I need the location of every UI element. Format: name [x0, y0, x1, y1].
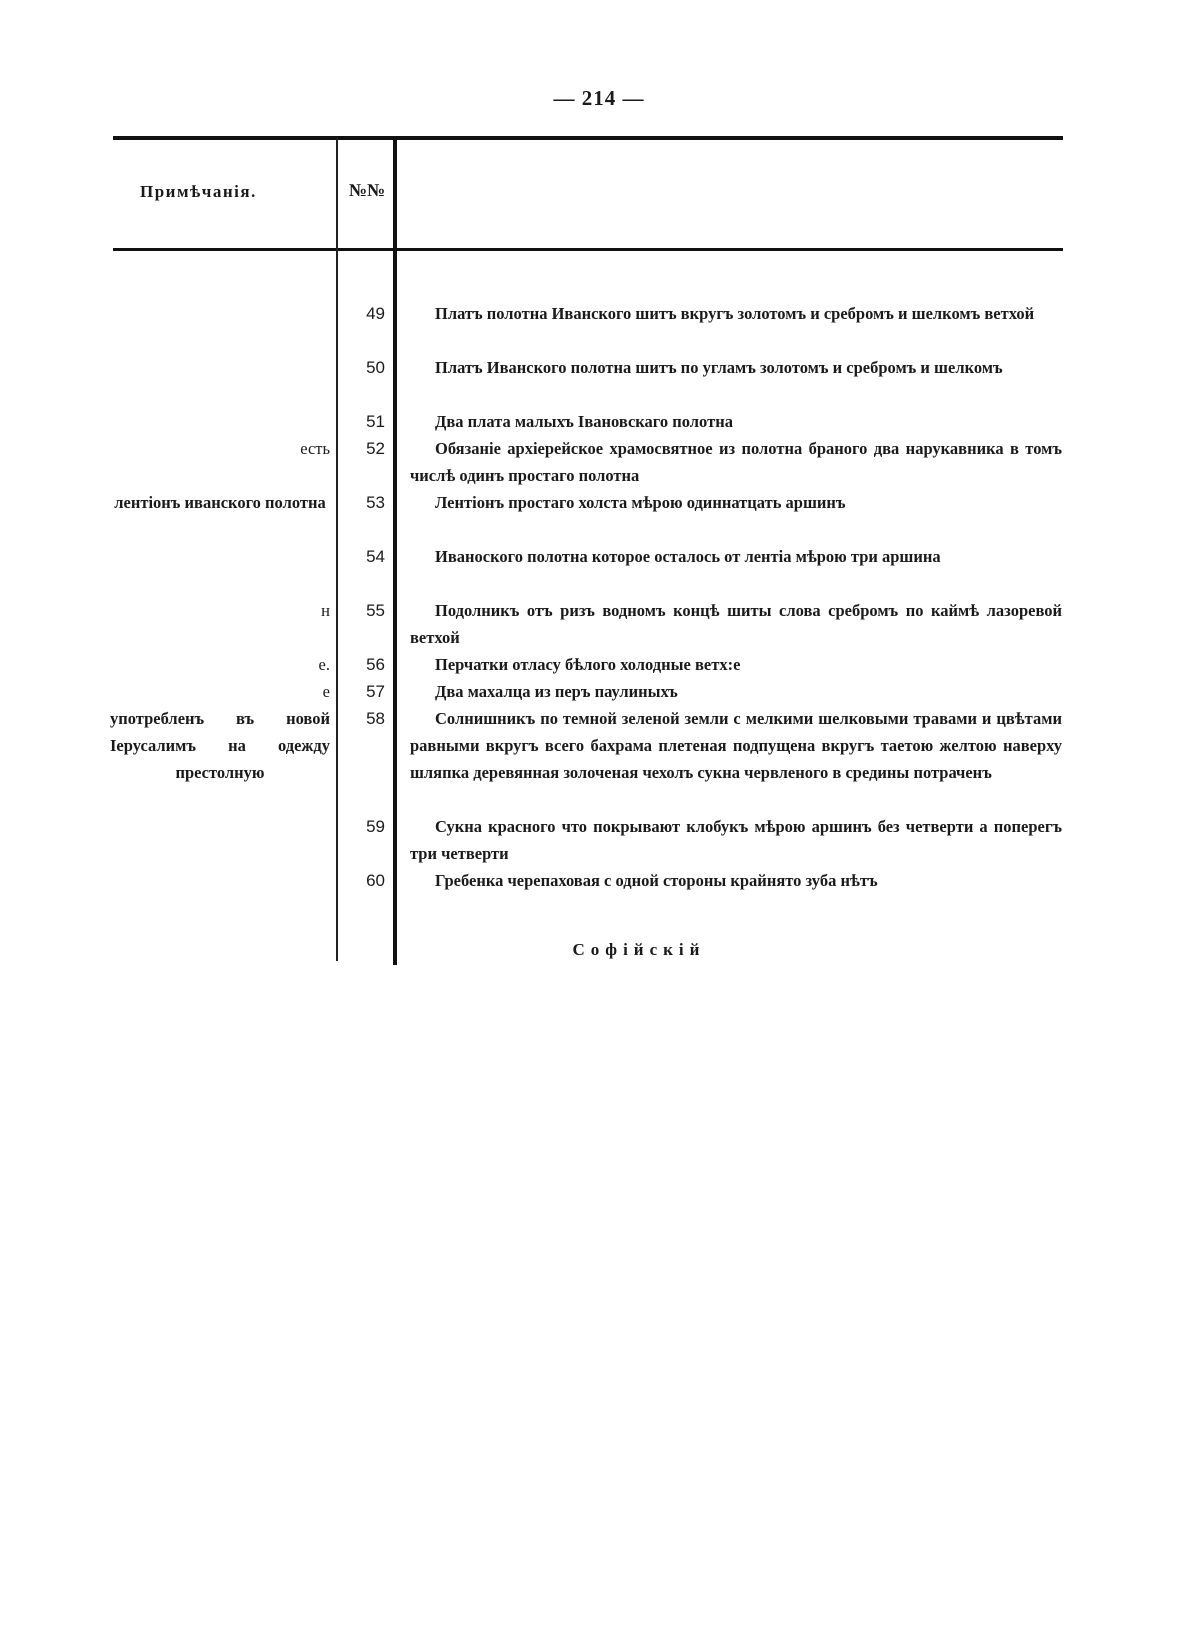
entry-text: Иваноского полотна которое осталось от лентіа мѣрою три аршина — [435, 547, 941, 566]
entry-number: 49 — [366, 304, 385, 323]
notes-column-header: Примѣчанія. — [140, 182, 257, 201]
entry-text: Два махалца из перъ паулиныхъ — [435, 682, 678, 701]
entry-note: есть — [300, 439, 330, 458]
header-rule — [113, 248, 1063, 251]
entry-note: е — [322, 682, 330, 701]
entry-note: лентіонъ иванского полотна — [114, 493, 326, 512]
entry-number: 55 — [366, 601, 385, 620]
entry-number: 60 — [366, 871, 385, 890]
notes-column-divider — [336, 138, 338, 961]
entry-number: 51 — [366, 412, 385, 431]
entry-number: 54 — [366, 547, 385, 566]
entry-text: Сукна красного что покрывают клобукъ мѣрою аршинъ без четверти а поперегъ три четверти — [410, 817, 1062, 863]
entry-number: 58 — [366, 709, 385, 728]
entry-text: Два плата малыхъ Івановскаго полотна — [435, 412, 733, 431]
entry-text: Подолникъ отъ ризъ водномъ концѣ шиты слова сребромъ по каймѣ лазоревой ветхой — [410, 601, 1062, 647]
page-number: — 214 — — [553, 86, 645, 110]
number-column-header: №№ — [348, 180, 386, 200]
entry-note: употребленъ въ новой Іерусалимъ на одежду престолную — [110, 709, 330, 782]
entry-note: н — [321, 601, 330, 620]
entry-number: 59 — [366, 817, 385, 836]
entry-text: Платъ полотна Иванского шитъ вкругъ золотомъ и сребромъ и шелкомъ ветхой — [435, 304, 1035, 323]
number-column-divider — [393, 138, 397, 965]
entry-number: 53 — [366, 493, 385, 512]
entry-text: Перчатки отласу бѣлого холодные ветх:е — [435, 655, 741, 674]
entry-text: Лентіонъ простаго холста мѣрою одиннатцать аршинъ — [435, 493, 846, 512]
catchword: Софійскій — [572, 940, 706, 959]
entry-number: 50 — [366, 358, 385, 377]
entry-number: 52 — [366, 439, 385, 458]
entry-text: Солнишникъ по темной зеленой земли с мелкими шелковыми травами и цвѣтами равными вкругъ всего бахрама плетеная подпущена вкругъ таетою желтою наверху шляпка деревянная золоченая чехолъ сукна червленого в средины потраченъ — [410, 709, 1062, 782]
entry-note: е. — [318, 655, 330, 674]
top-rule — [113, 136, 1063, 140]
entry-number: 57 — [366, 682, 385, 701]
entry-text: Обязаніе архіерейское храмосвятное из полотна браного два нарукавника в томъ числѣ одинъ простаго полотна — [410, 439, 1062, 485]
entry-text: Платъ Иванского полотна шитъ по угламъ золотомъ и сребромъ и шелкомъ — [435, 358, 1003, 377]
entry-number: 56 — [366, 655, 385, 674]
entry-text: Гребенка черепаховая с одной стороны крайнято зуба нѣтъ — [435, 871, 878, 890]
